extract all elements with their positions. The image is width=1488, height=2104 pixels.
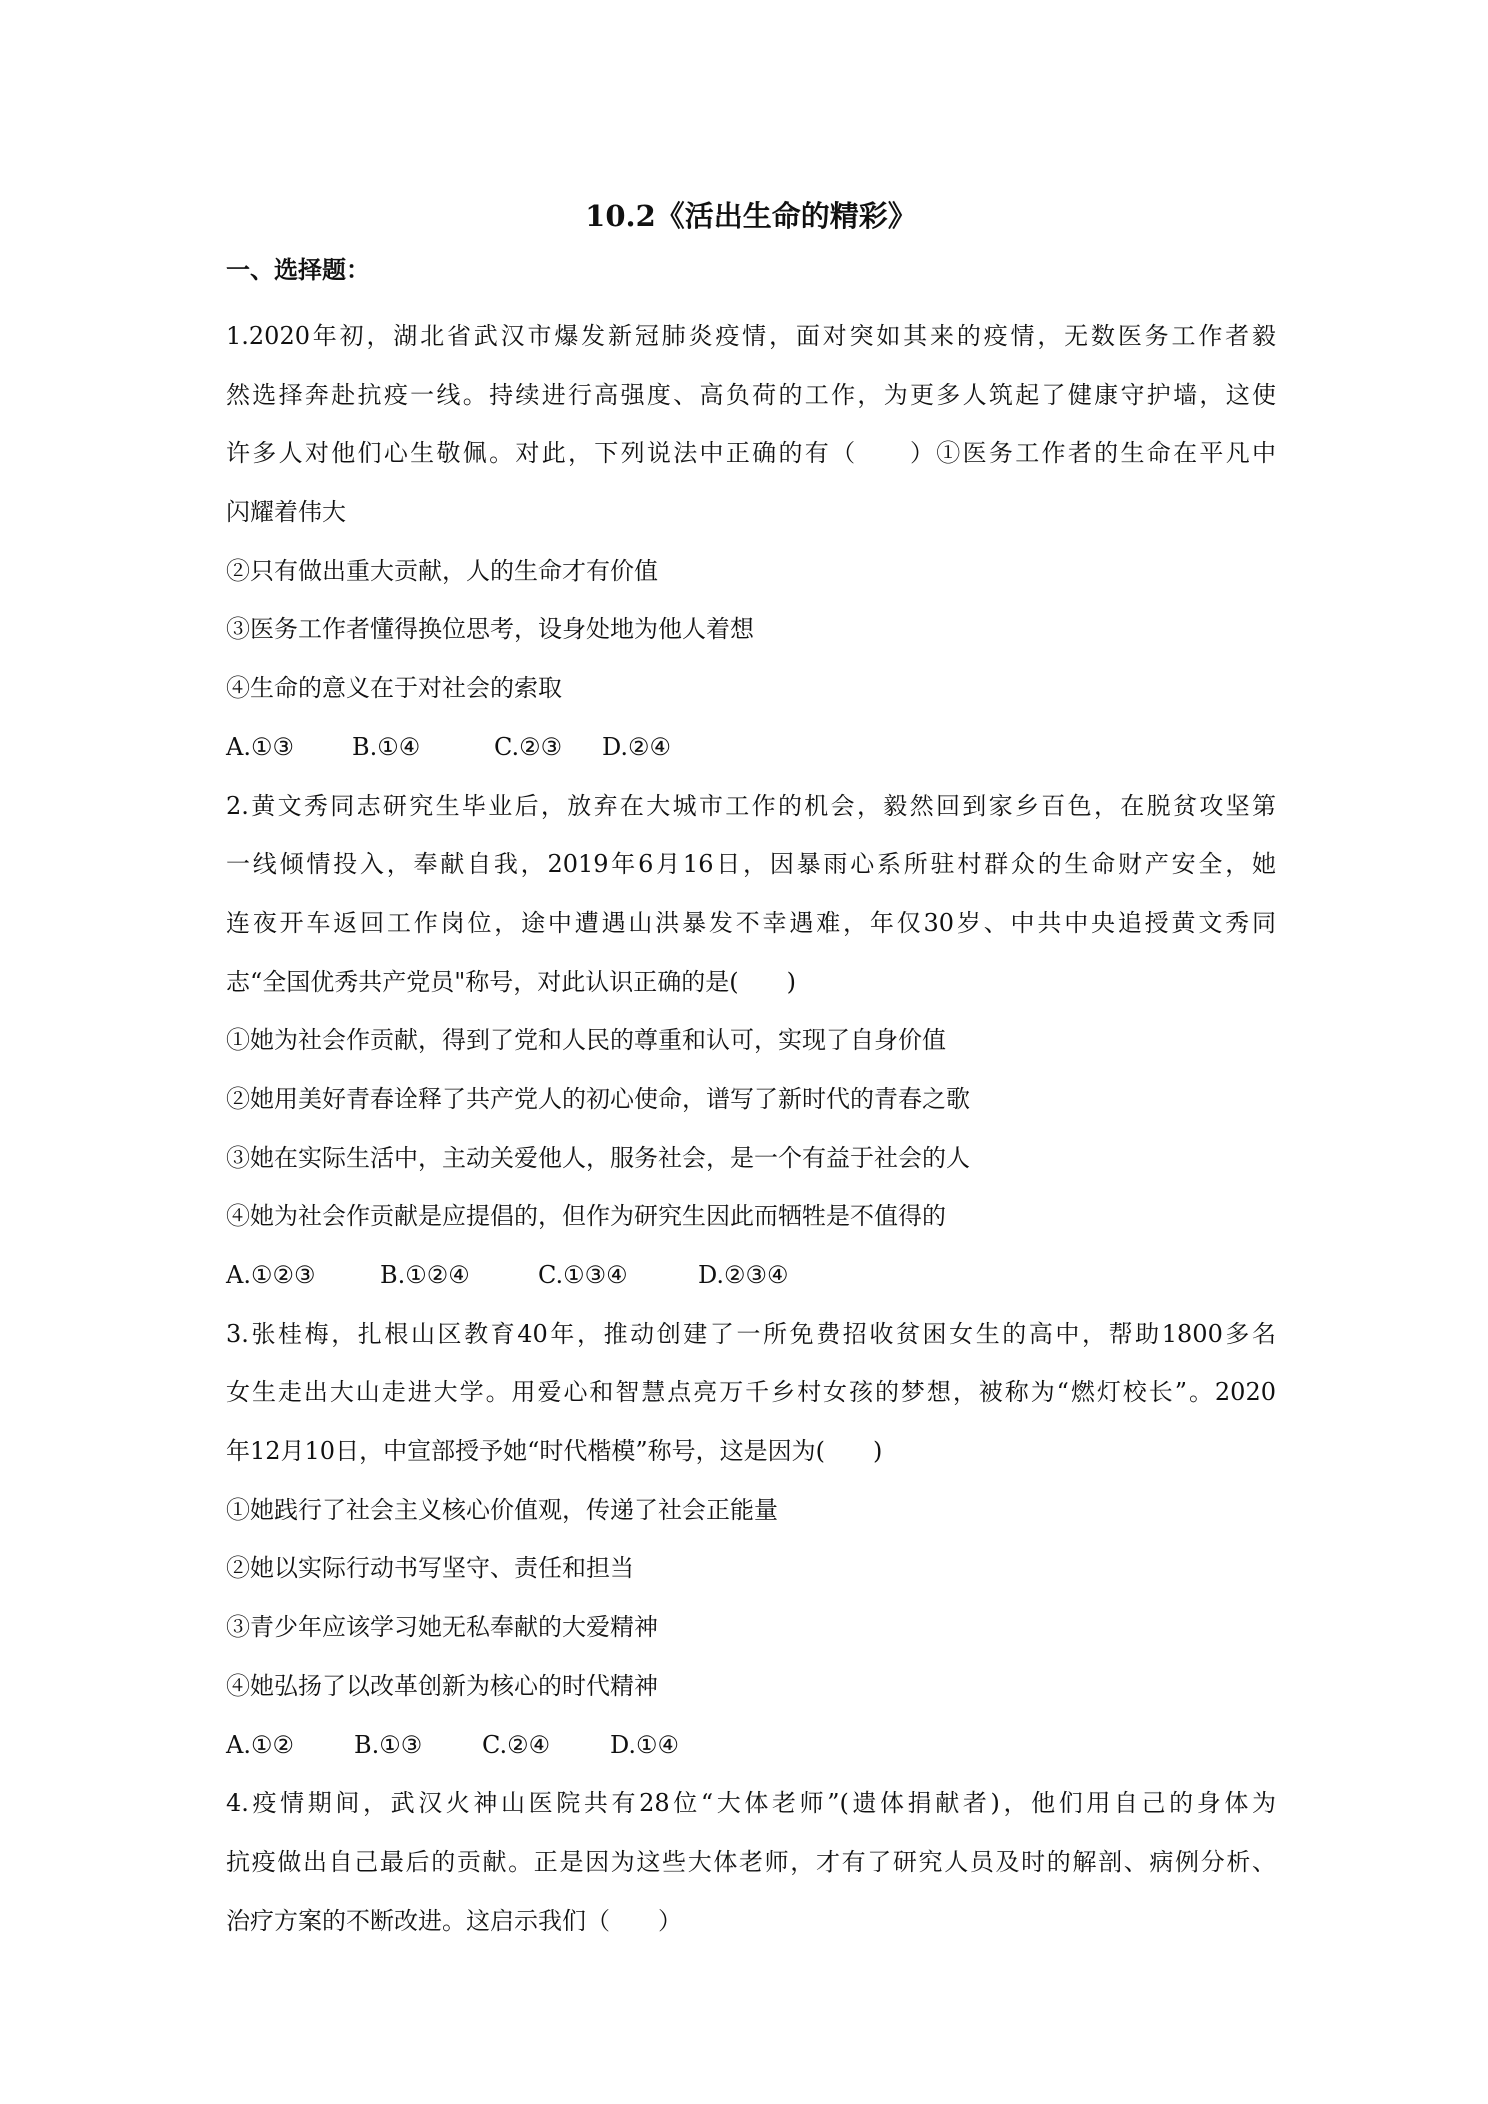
question-stem-line: 闪耀着伟大 [226, 498, 346, 527]
question-stem-line: 一线倾情投入，奉献自我，2019年6月16日，因暴雨心系所驻村群众的生命财产安全，她 [226, 850, 1276, 879]
question-1 [226, 307, 1276, 777]
question-stem-line: 2.黄文秀同志研究生毕业后，放弃在大城市工作的机会，毅然回到家乡百色，在脱贫攻坚第 [226, 791, 1276, 820]
question-stem-line: 许多人对他们心生敬佩。对此，下列说法中正确的有（ ）①医务工作者的生命在平凡中 [226, 439, 1276, 468]
statement-item: ③她在实际生活中，主动关爱他人，服务社会，是一个有益于社会的人 [226, 1143, 970, 1172]
answer-options [226, 718, 1276, 777]
statement-item: ④她弘扬了以改革创新为核心的时代精神 [226, 1671, 658, 1700]
question-4 [226, 1774, 1276, 1950]
option-b: B.①③ [354, 1730, 423, 1759]
question-stem-line: 1.2020年初，湖北省武汉市爆发新冠肺炎疫情，面对突如其来的疫情，无数医务工作者毅 [226, 322, 1276, 350]
question-list [226, 307, 1276, 1950]
statement-item: ①她为社会作贡献，得到了党和人民的尊重和认可，实现了自身价值 [226, 1026, 946, 1055]
statement-item: ④生命的意义在于对社会的索取 [226, 674, 562, 703]
option-d: D.①④ [610, 1730, 680, 1759]
option-a: A.①②③ [226, 1261, 316, 1289]
statement-item: ②只有做出重大贡献，人的生命才有价值 [226, 556, 658, 585]
statement-item: ②她用美好青春诠释了共产党人的初心使命，谱写了新时代的青春之歌 [226, 1084, 970, 1113]
question-stem-line: 3.张桂梅，扎根山区教育40年，推动创建了一所免费招收贫困女生的高中，帮助1800多名 [226, 1319, 1276, 1348]
question-stem-line: 然选择奔赴抗疫一线。持续进行高强度、高负荷的工作，为更多人筑起了健康守护墙，这使 [226, 380, 1276, 409]
section-heading: 一、选择题： [226, 255, 370, 284]
statement-item: ②她以实际行动书写坚守、责任和担当 [226, 1554, 634, 1583]
question-stem-line: 治疗方案的不断改进。这启示我们（ ） [226, 1906, 682, 1935]
document-title: 10.2《活出生命的精彩》 [585, 199, 917, 233]
option-b: B.①④ [352, 732, 421, 761]
question-3 [226, 1305, 1276, 1775]
option-d: D.②③④ [698, 1261, 789, 1289]
statement-item: ④她为社会作贡献是应提倡的，但作为研究生因此而牺牲是不值得的 [226, 1202, 946, 1231]
option-c: C.①③④ [538, 1261, 628, 1289]
answer-options [226, 1246, 1276, 1305]
question-stem-line: 年12月10日，中宣部授予她“时代楷模”称号，这是因为( ) [226, 1437, 883, 1466]
option-a: A.①③ [226, 732, 294, 761]
option-b: B.①②④ [380, 1261, 470, 1289]
question-stem-line: 女生走出大山走进大学。用爱心和智慧点亮万千乡村女孩的梦想，被称为“燃灯校长”。2020 [226, 1378, 1276, 1407]
question-2 [226, 777, 1276, 1305]
answer-options [226, 1716, 1276, 1775]
option-d: D.②④ [602, 732, 672, 761]
question-stem-line: 抗疫做出自己最后的贡献。正是因为这些大体老师，才有了研究人员及时的解剖、病例分析、 [226, 1847, 1276, 1876]
statement-item: ①她践行了社会主义核心价值观，传递了社会正能量 [226, 1495, 778, 1524]
option-a: A.①② [226, 1730, 294, 1759]
question-stem-line: 志“全国优秀共产党员"称号，对此认识正确的是( ) [226, 967, 797, 996]
option-c: C.②④ [482, 1730, 551, 1759]
statement-item: ③医务工作者懂得换位思考，设身处地为他人着想 [226, 615, 754, 644]
option-c: C.②③ [494, 732, 563, 761]
statement-item: ③青少年应该学习她无私奉献的大爱精神 [226, 1613, 658, 1642]
question-stem-line: 连夜开车返回工作岗位，途中遭遇山洪暴发不幸遇难，年仅30岁、中共中央追授黄文秀同 [226, 908, 1276, 937]
question-stem-line: 4.疫情期间，武汉火神山医院共有28位“大体老师”(遗体捐献者)，他们用自己的身体为 [226, 1789, 1276, 1818]
